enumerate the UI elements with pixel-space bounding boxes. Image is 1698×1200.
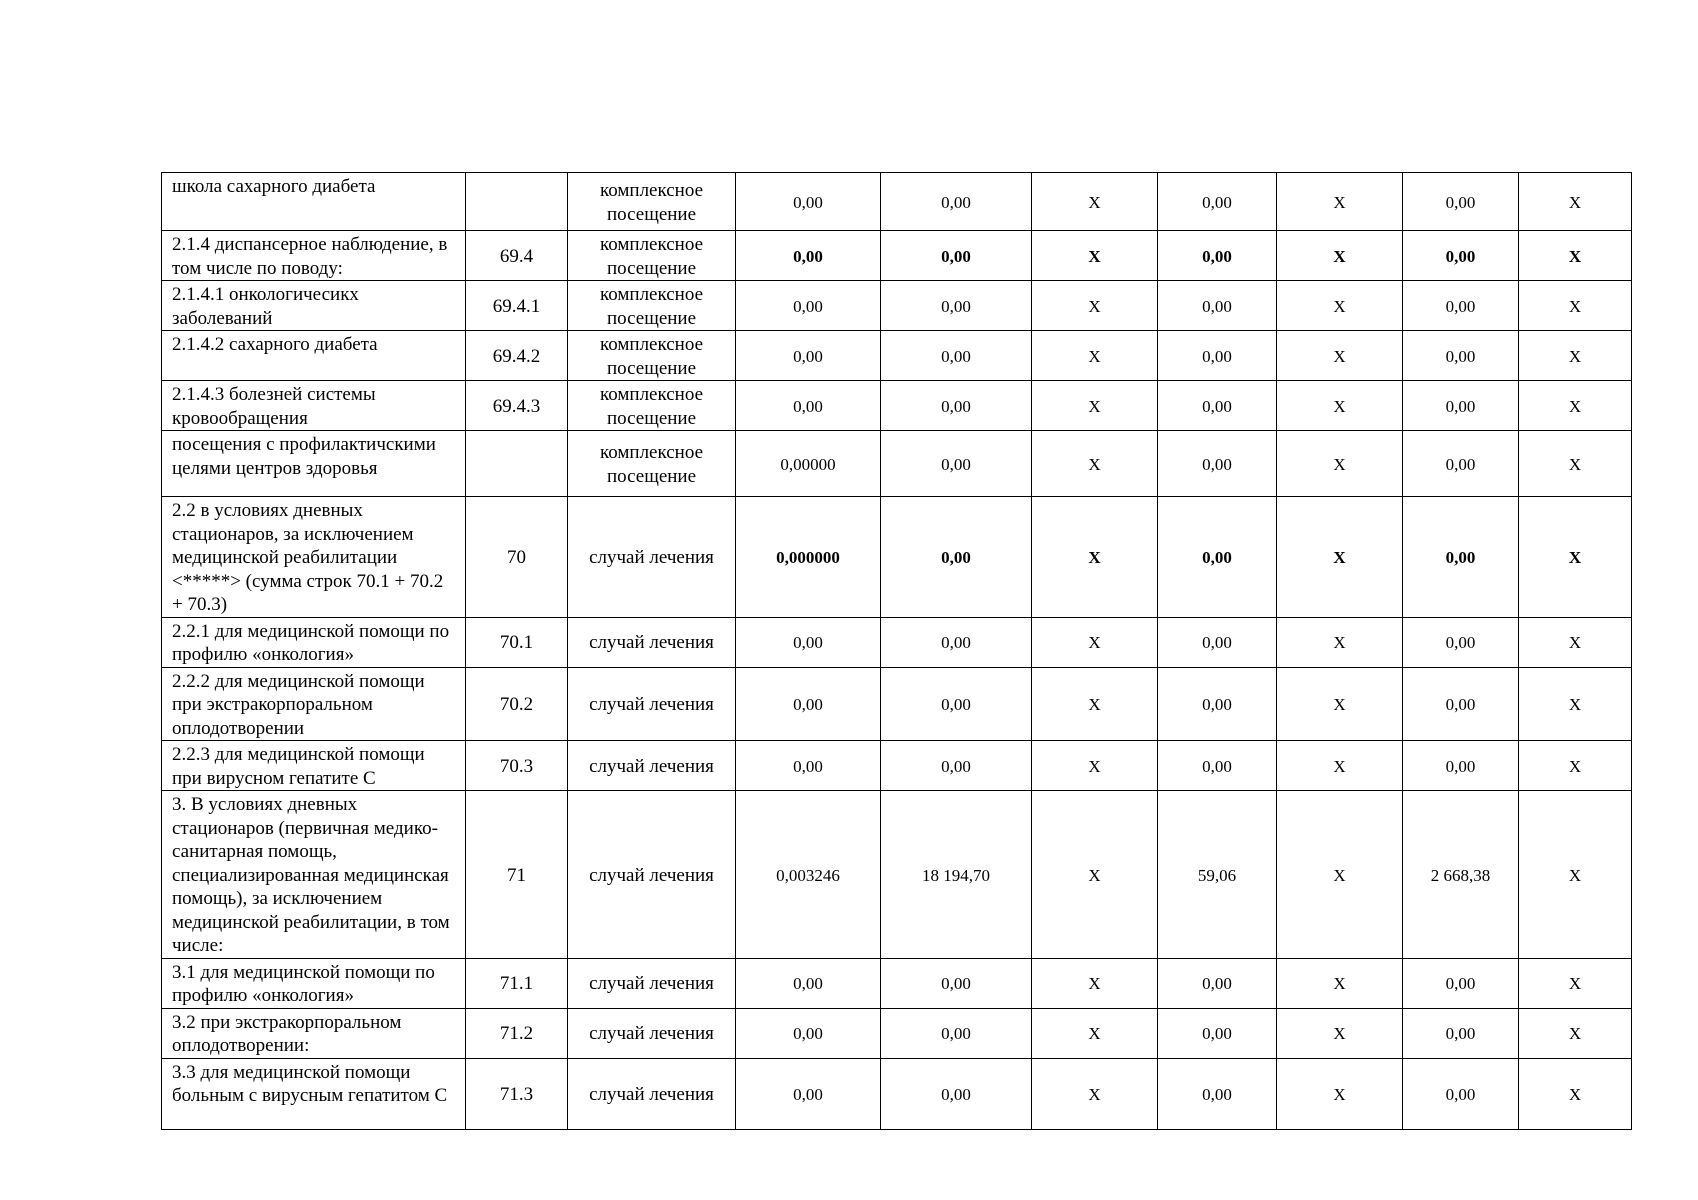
value-cell: Х: [1277, 331, 1403, 381]
row-name-cell: 3.3 для медицинской помощи больным с вирусным гепатитом С: [162, 1058, 466, 1129]
row-code-cell: 69.4.1: [466, 281, 568, 331]
value-cell: Х: [1519, 1008, 1632, 1058]
value-cell: Х: [1277, 281, 1403, 331]
value-cell: 0,00: [736, 173, 881, 231]
value-cell: Х: [1277, 617, 1403, 667]
value-cell: Х: [1032, 497, 1158, 618]
value-cell: Х: [1032, 741, 1158, 791]
table-row: [162, 497, 1632, 618]
table-row: [162, 958, 1632, 1008]
row-code-cell: 69.4.2: [466, 331, 568, 381]
value-cell: Х: [1032, 281, 1158, 331]
row-code-cell: 70.1: [466, 617, 568, 667]
value-cell: Х: [1032, 1058, 1158, 1129]
row-unit-cell: комплексное посещение: [568, 281, 736, 331]
row-name-cell: посещения с профилактичскими целями центров здоровья: [162, 431, 466, 497]
value-cell: 0,00: [736, 231, 881, 281]
value-cell: 0,000000: [736, 497, 881, 618]
value-cell: Х: [1032, 617, 1158, 667]
value-cell: 0,00: [736, 281, 881, 331]
row-name-cell: 3. В условиях дневных стационаров (первичная медико-санитарная помощь, специализированная медицинская помощь), за исключением медицинской реабилитации, в том числе:: [162, 791, 466, 959]
value-cell: 2 668,38: [1403, 791, 1519, 959]
row-code-cell: 71.2: [466, 1008, 568, 1058]
row-name-cell: 3.1 для медицинской помощи по профилю «онкология»: [162, 958, 466, 1008]
value-cell: 59,06: [1158, 791, 1277, 959]
row-name-cell: 2.1.4 диспансерное наблюдение, в том числе по поводу:: [162, 231, 466, 281]
value-cell: 0,00: [1158, 281, 1277, 331]
table-row: [162, 1058, 1632, 1129]
value-cell: 0,00: [1158, 331, 1277, 381]
row-code-cell: 71.1: [466, 958, 568, 1008]
value-cell: 0,00: [881, 958, 1032, 1008]
volume-norms-table: [161, 172, 1632, 1130]
value-cell: 0,00: [881, 431, 1032, 497]
table-row: [162, 1008, 1632, 1058]
row-name-cell: 2.2.3 для медицинской помощи при вирусном гепатите С: [162, 741, 466, 791]
row-unit-cell: комплексное посещение: [568, 431, 736, 497]
value-cell: Х: [1519, 958, 1632, 1008]
value-cell: Х: [1519, 667, 1632, 741]
row-code-cell: 70.2: [466, 667, 568, 741]
row-name-cell: 3.2 при экстракорпоральном оплодотворении:: [162, 1008, 466, 1058]
value-cell: 0,00: [736, 1008, 881, 1058]
value-cell: 0,00: [1403, 281, 1519, 331]
value-cell: Х: [1032, 231, 1158, 281]
value-cell: 0,00: [881, 497, 1032, 618]
value-cell: 0,00: [1158, 667, 1277, 741]
value-cell: 0,00: [1158, 381, 1277, 431]
value-cell: 0,00: [881, 617, 1032, 667]
value-cell: 0,00: [736, 381, 881, 431]
row-unit-cell: комплексное посещение: [568, 231, 736, 281]
row-name-cell: 2.1.4.2 сахарного диабета: [162, 331, 466, 381]
value-cell: 0,00: [736, 741, 881, 791]
value-cell: 0,00: [881, 231, 1032, 281]
value-cell: 0,00: [881, 1008, 1032, 1058]
value-cell: 0,00: [736, 1058, 881, 1129]
value-cell: 0,00000: [736, 431, 881, 497]
row-code-cell: 70: [466, 497, 568, 618]
value-cell: 0,00: [1403, 431, 1519, 497]
row-code-cell: [466, 173, 568, 231]
row-unit-cell: случай лечения: [568, 497, 736, 618]
value-cell: Х: [1277, 1008, 1403, 1058]
value-cell: Х: [1519, 791, 1632, 959]
value-cell: Х: [1519, 173, 1632, 231]
value-cell: 0,00: [1158, 1058, 1277, 1129]
value-cell: 0,00: [1403, 1008, 1519, 1058]
table-row: [162, 231, 1632, 281]
value-cell: 0,00: [1403, 331, 1519, 381]
value-cell: Х: [1277, 173, 1403, 231]
table-row: [162, 741, 1632, 791]
value-cell: Х: [1519, 617, 1632, 667]
row-unit-cell: случай лечения: [568, 791, 736, 959]
value-cell: Х: [1032, 1008, 1158, 1058]
value-cell: Х: [1277, 791, 1403, 959]
value-cell: Х: [1032, 958, 1158, 1008]
value-cell: 0,00: [1403, 1058, 1519, 1129]
row-code-cell: 69.4.3: [466, 381, 568, 431]
row-unit-cell: случай лечения: [568, 667, 736, 741]
value-cell: 0,00: [881, 667, 1032, 741]
row-unit-cell: случай лечения: [568, 1008, 736, 1058]
table-row: [162, 173, 1632, 231]
value-cell: Х: [1032, 791, 1158, 959]
value-cell: 0,00: [1403, 231, 1519, 281]
table-row: [162, 281, 1632, 331]
table-row: [162, 667, 1632, 741]
value-cell: Х: [1519, 741, 1632, 791]
value-cell: Х: [1519, 497, 1632, 618]
value-cell: Х: [1277, 741, 1403, 791]
value-cell: Х: [1277, 1058, 1403, 1129]
row-code-cell: 70.3: [466, 741, 568, 791]
row-name-cell: 2.1.4.3 болезней системы кровообращения: [162, 381, 466, 431]
value-cell: 0,00: [881, 331, 1032, 381]
value-cell: 0,00: [1158, 497, 1277, 618]
row-name-cell: 2.2.1 для медицинской помощи по профилю «онкология»: [162, 617, 466, 667]
value-cell: Х: [1032, 381, 1158, 431]
value-cell: 0,00: [881, 281, 1032, 331]
table-row: [162, 431, 1632, 497]
table-row: [162, 617, 1632, 667]
value-cell: 0,00: [1403, 173, 1519, 231]
row-unit-cell: комплексное посещение: [568, 331, 736, 381]
value-cell: 0,00: [1158, 431, 1277, 497]
row-name-cell: 2.1.4.1 онкологичесикх заболеваний: [162, 281, 466, 331]
value-cell: Х: [1277, 667, 1403, 741]
value-cell: Х: [1032, 331, 1158, 381]
value-cell: Х: [1277, 231, 1403, 281]
row-unit-cell: случай лечения: [568, 617, 736, 667]
value-cell: 0,00: [1158, 231, 1277, 281]
value-cell: 0,003246: [736, 791, 881, 959]
value-cell: 0,00: [1403, 497, 1519, 618]
table-body: [162, 173, 1632, 1130]
row-name-cell: 2.2.2 для медицинской помощи при экстракорпоральном оплодотворении: [162, 667, 466, 741]
row-name-cell: школа сахарного диабета: [162, 173, 466, 231]
value-cell: 0,00: [1158, 617, 1277, 667]
value-cell: Х: [1277, 431, 1403, 497]
value-cell: 18 194,70: [881, 791, 1032, 959]
value-cell: 0,00: [736, 667, 881, 741]
row-unit-cell: случай лечения: [568, 741, 736, 791]
value-cell: 0,00: [1158, 1008, 1277, 1058]
row-code-cell: 71: [466, 791, 568, 959]
value-cell: Х: [1032, 431, 1158, 497]
value-cell: Х: [1032, 667, 1158, 741]
row-name-cell: 2.2 в условиях дневных стационаров, за исключением медицинской реабилитации <*****> (сумма строк 70.1 + 70.2 + 70.3): [162, 497, 466, 618]
table-row: [162, 331, 1632, 381]
value-cell: 0,00: [736, 331, 881, 381]
value-cell: Х: [1277, 958, 1403, 1008]
value-cell: Х: [1519, 431, 1632, 497]
value-cell: Х: [1519, 1058, 1632, 1129]
table-row: [162, 381, 1632, 431]
row-code-cell: 71.3: [466, 1058, 568, 1129]
row-unit-cell: комплексное посещение: [568, 381, 736, 431]
value-cell: Х: [1519, 281, 1632, 331]
value-cell: 0,00: [881, 1058, 1032, 1129]
value-cell: 0,00: [881, 741, 1032, 791]
row-unit-cell: комплексное посещение: [568, 173, 736, 231]
value-cell: 0,00: [1403, 741, 1519, 791]
row-code-cell: 69.4: [466, 231, 568, 281]
row-unit-cell: случай лечения: [568, 1058, 736, 1129]
row-unit-cell: случай лечения: [568, 958, 736, 1008]
value-cell: 0,00: [736, 617, 881, 667]
value-cell: 0,00: [1158, 958, 1277, 1008]
value-cell: Х: [1032, 173, 1158, 231]
value-cell: Х: [1277, 497, 1403, 618]
value-cell: 0,00: [736, 958, 881, 1008]
table-row: [162, 791, 1632, 959]
value-cell: 0,00: [1403, 617, 1519, 667]
value-cell: 0,00: [1403, 667, 1519, 741]
value-cell: 0,00: [1158, 741, 1277, 791]
value-cell: Х: [1519, 231, 1632, 281]
value-cell: 0,00: [1403, 381, 1519, 431]
value-cell: 0,00: [1158, 173, 1277, 231]
value-cell: Х: [1519, 381, 1632, 431]
value-cell: 0,00: [881, 381, 1032, 431]
value-cell: 0,00: [881, 173, 1032, 231]
value-cell: Х: [1277, 381, 1403, 431]
value-cell: Х: [1519, 331, 1632, 381]
row-code-cell: [466, 431, 568, 497]
value-cell: 0,00: [1403, 958, 1519, 1008]
